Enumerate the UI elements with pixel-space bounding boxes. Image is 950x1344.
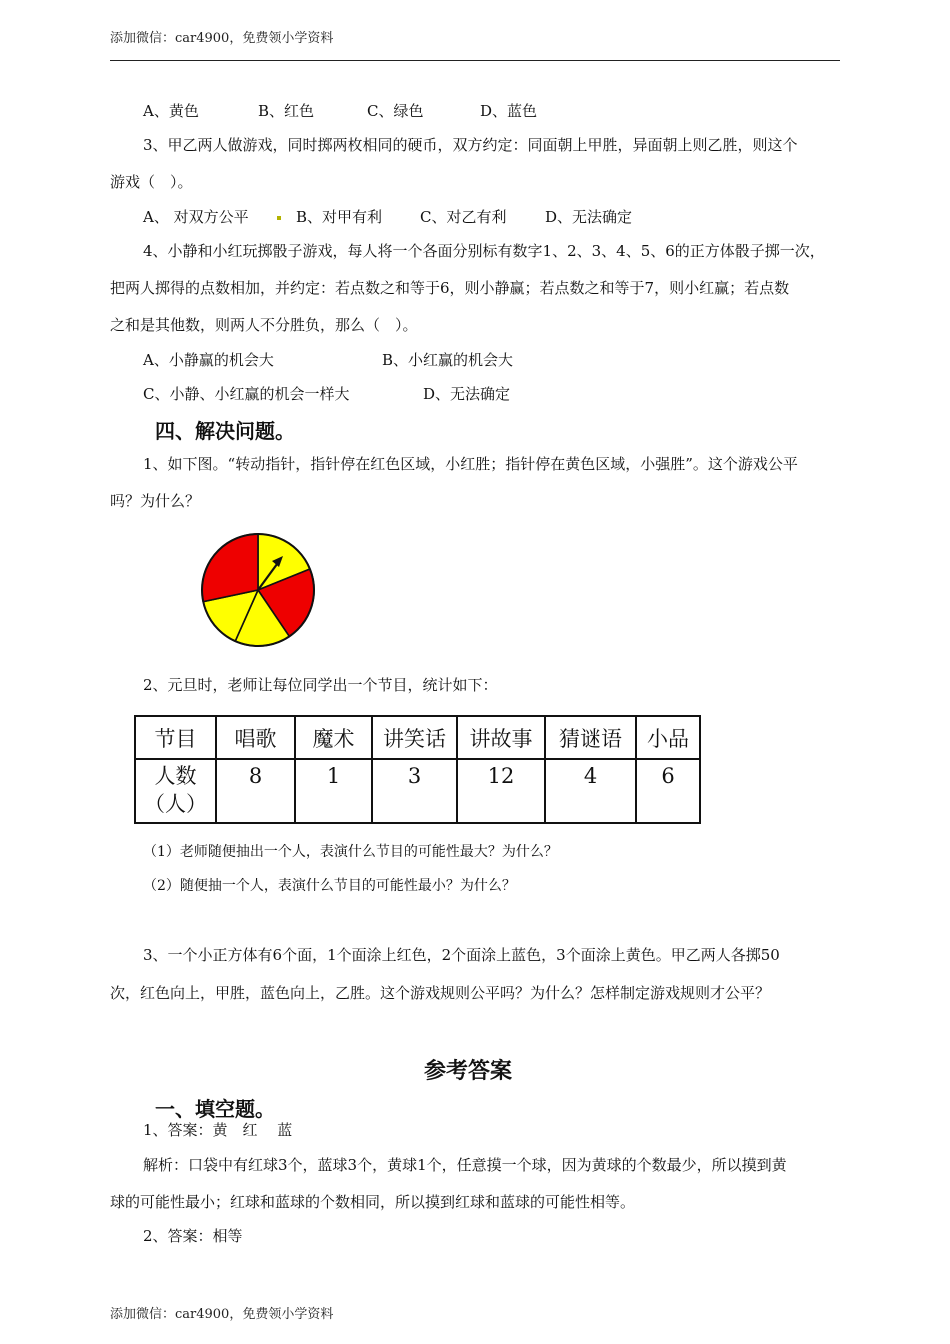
p1-line2: 吗？为什么？	[110, 492, 201, 510]
table-header-cell: 讲故事	[457, 716, 545, 759]
table-row-label	[135, 759, 216, 823]
table-header-cell: 小品	[636, 716, 700, 759]
q3-option-b: B、对甲有利	[296, 208, 383, 226]
header-rule	[110, 60, 840, 61]
q3-option-a: A、 对双方公平	[143, 208, 249, 226]
p1-line1: 1、如下图。“转动指针，指针停在红色区域，小红胜；指针停在黄色区域，小强胜”。这个游戏公平	[143, 455, 798, 473]
q4-option-b: B、小红赢的机会大	[382, 351, 514, 369]
p3-line1: 3、一个小正方体有6个面，1个面涂上红色，2个面涂上蓝色，3个面涂上黄色。甲乙两人各掷50	[143, 946, 780, 964]
q4-line2: 把两人掷得的点数相加，并约定：若点数之和等于6，则小静赢；若点数之和等于7，则小红赢；若点数	[110, 279, 790, 297]
q4-option-a: A、小静赢的机会大	[143, 351, 274, 369]
p3-line2: 次，红色向上，甲胜，蓝色向上，乙胜。这个游戏规则公平吗？为什么？怎样制定游戏规则才公平？	[110, 984, 771, 1002]
table-cell: 1	[295, 759, 372, 823]
p2-sub2: （2）随便抽一个人，表演什么节目的可能性最小？为什么？	[143, 878, 516, 894]
q2-option-c: C、绿色	[367, 102, 424, 120]
marker-dot	[277, 216, 281, 220]
table-header-cell: 讲笑话	[372, 716, 457, 759]
q3-line1: 3、甲乙两人做游戏，同时掷两枚相同的硬币，双方约定：同面朝上甲胜，异面朝上则乙胜，则这个	[143, 136, 798, 154]
sector-red-2	[202, 534, 258, 602]
table-cell: 4	[545, 759, 636, 823]
table-header-cell: 猜谜语	[545, 716, 636, 759]
table-header-row	[135, 716, 700, 759]
section-title-solve: 四、解决问题。	[155, 419, 295, 443]
table-header-cell: 魔术	[295, 716, 372, 759]
row-label-line1: 人数	[154, 764, 197, 788]
spinner-figure	[199, 530, 319, 650]
row-label-line2: （人）	[144, 792, 207, 816]
q2-option-a: A、黄色	[143, 102, 199, 120]
q3-line2: 游戏（ ）。	[110, 173, 193, 191]
page-footer: 添加微信：car4900，免费领小学资料	[110, 1307, 334, 1322]
answer-2: 2、答案：相等	[143, 1227, 243, 1245]
answers-title: 参考答案	[424, 1058, 513, 1084]
program-table	[134, 715, 701, 824]
table-header-cell: 唱歌	[216, 716, 295, 759]
q3-option-d: D、无法确定	[545, 208, 633, 226]
table-cell: 8	[216, 759, 295, 823]
table-row	[135, 759, 700, 823]
q4-line3: 之和是其他数，则两人不分胜负，那么（ ）。	[110, 316, 418, 334]
q2-option-d: D、蓝色	[480, 102, 538, 120]
analysis-line1: 解析：口袋中有红球3个，蓝球3个，黄球1个，任意摸一个球，因为黄球的个数最少，所以摸到黄	[143, 1156, 787, 1174]
q3-option-c: C、对乙有利	[420, 208, 507, 226]
p2-sub1: （1）老师随便抽出一个人，表演什么节目的可能性最大？为什么？	[143, 844, 558, 860]
p2-intro: 2、元旦时，老师让每位同学出一个节目，统计如下：	[143, 676, 498, 694]
q4-line1: 4、小静和小红玩掷骰子游戏，每人将一个各面分别标有数字1、2、3、4、5、6的正方体骰子掷一次，	[143, 242, 825, 260]
page-header: 添加微信：car4900，免费领小学资料	[110, 31, 334, 46]
q4-option-c: C、小静、小红赢的机会一样大	[143, 385, 350, 403]
analysis-line2: 球的可能性最小；红球和蓝球的个数相同，所以摸到红球和蓝球的可能性相等。	[110, 1193, 636, 1211]
answers-section1-title: 一、填空题。	[155, 1097, 275, 1121]
q4-option-d: D、无法确定	[423, 385, 511, 403]
table-cell: 6	[636, 759, 700, 823]
table-cell: 3	[372, 759, 457, 823]
q2-option-b: B、红色	[258, 102, 315, 120]
table-header-cell: 节目	[135, 716, 216, 759]
table-cell: 12	[457, 759, 545, 823]
answer-1: 1、答案：黄 红 蓝	[143, 1121, 293, 1139]
